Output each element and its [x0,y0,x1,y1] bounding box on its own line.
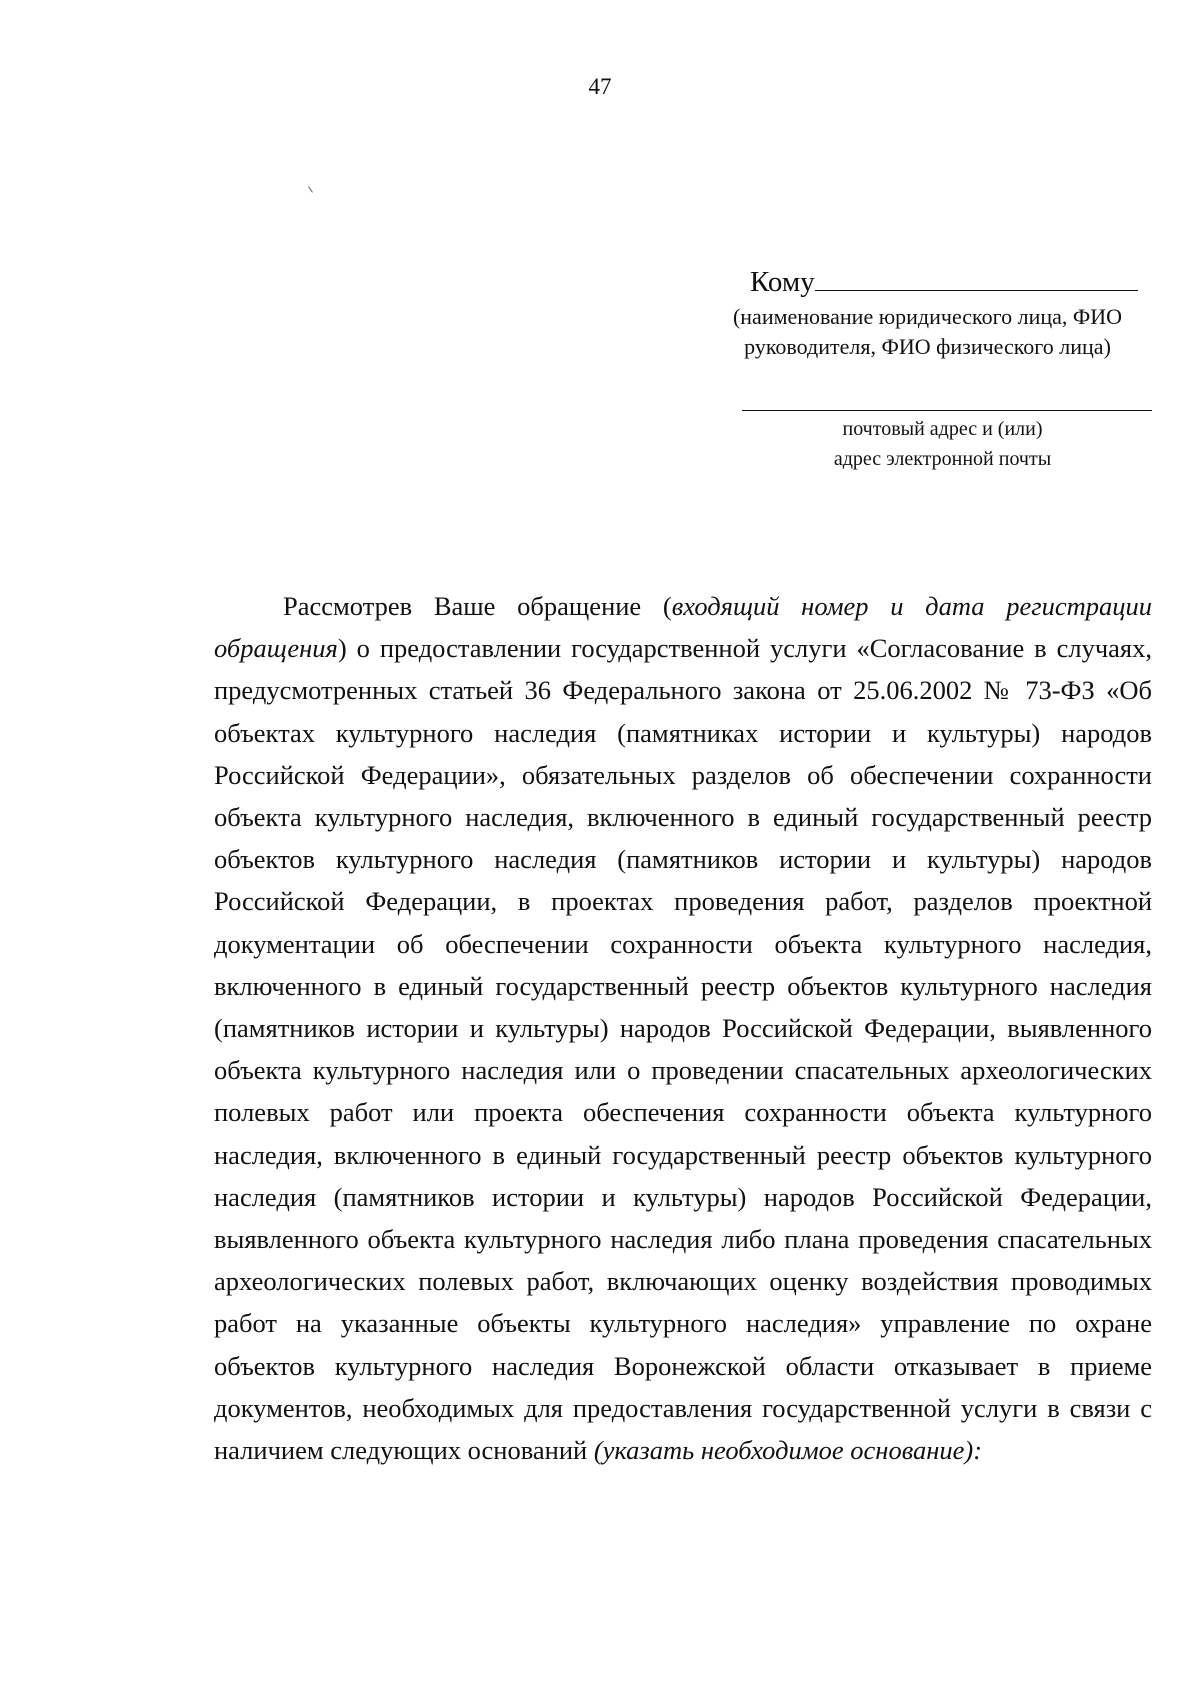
to-hint-line: руководителя, ФИО физического лица) [744,334,1111,359]
reason-placeholder: (указать необходимое основание): [593,1435,983,1466]
to-label: Кому [750,266,815,298]
body-paragraph [214,585,1152,1471]
address-hint-line: адрес электронной почты [833,448,1052,470]
to-hint [700,302,1155,362]
page-number: 47 [588,74,612,99]
address-hint [730,414,1155,474]
to-hint-line: (наименование юридического лица, ФИО [732,304,1123,329]
to-line [750,266,1138,298]
body-text-segment: ) о предоставлении государственной услуги «Согласование в случаях, предусмотренных статьей 36 Федерального закона от 25.06.2002 № 73-ФЗ «Об объектах культурного наследия (памятниках истории и культуры) народов Российской Федерации», обязательных разделов об обеспечении сохранности объекта культурного наследия, включенного в единый государственный реестр объектов культурного наследия (памятников истории и культуры) народов Российской Федерации, в проектах проведения работ, разделов проектной документации об обеспечении сохранности объекта культурного наследия, включенного в единый государственный реестр объектов культурного наследия (памятников истории и культуры) народов Российской Федерации, выявленного объекта культурного наследия или о проведении спасательных археологических полевых работ или проекта обеспечения сохранности объекта культурного наследия, включенного в единый государственный реестр объектов культурного наследия (памятников истории и культуры) народов Российской Федерации, выявленного объекта культурного наследия либо плана проведения спасательных археологических полевых работ, включающих оценку воздействия проводимых работ на указанные объекты культурного наследия» управление по охране объектов культурного наследия Воронежской области отказывает в приеме документов, необходимых для предоставления государственной услуги в связи с наличием следующих оснований [214,633,1152,1466]
address-hint-line: почтовый адрес и (или) [842,418,1043,440]
to-blank-field [815,266,1138,291]
body-text-segment: Рассмотрев Ваше обращение ( [283,591,672,621]
address-blank-field [742,410,1152,411]
stray-mark [308,186,313,192]
incoming-number-placeholder: входящий номер и дата регистрации обращения [214,591,1152,664]
addressee-block [700,0,1155,480]
